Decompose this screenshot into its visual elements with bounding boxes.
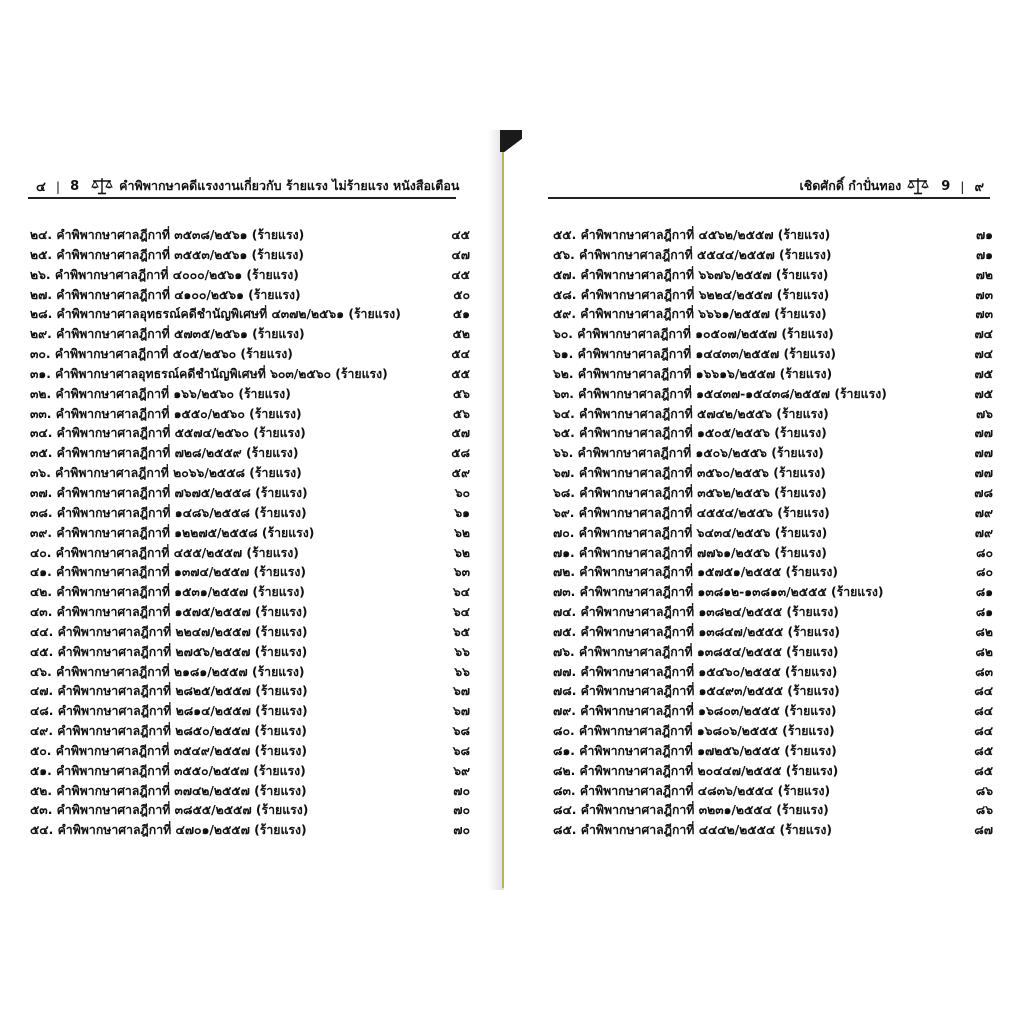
entry-title: ๓๐. คำพิพากษาศาลฎีกาที่ ๕๐๕/๒๕๖๐ (ร้ายแรง) xyxy=(30,347,293,362)
entry-page-number: ๖๑ xyxy=(454,505,470,520)
contents-entry xyxy=(30,819,470,839)
contents-entry xyxy=(30,363,470,383)
entry-page-number: ๘๒ xyxy=(975,624,993,639)
entry-page-number: ๗๗ xyxy=(974,446,993,461)
entry-title: ๗๐. คำพิพากษาศาลฎีกาที่ ๖๔๓๔/๒๕๕๖ (ร้ายแรง) xyxy=(553,525,828,540)
contents-entry xyxy=(30,462,470,482)
entry-page-number: ๗๐ xyxy=(453,823,470,838)
entry-title: ๕๑. คำพิพากษาศาลฎีกาที่ ๓๕๕๐/๒๕๕๗ (ร้ายแรง) xyxy=(30,763,306,778)
entry-page-number: ๔๗ xyxy=(451,247,470,262)
contents-entry xyxy=(30,224,470,244)
entry-page-number: ๖๙ xyxy=(453,763,470,778)
contents-entry xyxy=(553,403,993,423)
entry-title: ๒๔. คำพิพากษาศาลฎีกาที่ ๓๕๓๘/๒๕๖๑ (ร้ายแรง) xyxy=(30,228,305,242)
contents-entry xyxy=(553,502,993,522)
left-page-number-arabic: 8 xyxy=(70,178,80,194)
entry-page-number: ๗๘ xyxy=(974,485,993,500)
entry-page-number: ๘๖ xyxy=(975,803,993,818)
contents-entry xyxy=(553,700,993,720)
entry-title: ๖๕. คำพิพากษาศาลฎีกาที่ ๑๕๐๕/๒๕๕๖ (ร้ายแรง) xyxy=(553,426,827,441)
entry-title: ๔๙. คำพิพากษาศาลฎีกาที่ ๒๘๕๐/๒๕๕๗ (ร้ายแรง) xyxy=(30,724,307,739)
entry-page-number: ๘๐ xyxy=(976,565,993,580)
contents-entry xyxy=(553,740,993,760)
entry-page-number: ๖๓ xyxy=(453,565,470,580)
entry-page-number: ๗๗ xyxy=(974,466,993,481)
contents-entry xyxy=(30,561,470,581)
entry-title: ๘๑. คำพิพากษาศาลฎีกาที่ ๑๗๒๕๖/๒๕๕๕ (ร้ายแรง) xyxy=(553,743,837,758)
contents-entry xyxy=(553,760,993,780)
entry-page-number: ๗๖ xyxy=(975,406,993,421)
contents-entry xyxy=(30,284,470,304)
entry-title: ๓๖. คำพิพากษาศาลฎีกาที่ ๒๐๖๖/๒๕๕๘ (ร้ายแรง) xyxy=(30,466,302,481)
entry-title: ๓๔. คำพิพากษาศาลฎีกาที่ ๕๕๗๔/๒๕๖๐ (ร้ายแรง) xyxy=(30,426,306,441)
entry-page-number: ๕๔ xyxy=(451,347,470,362)
entry-title: ๘๓. คำพิพากษาศาลฎีกาที่ ๔๘๓๖/๒๕๕๔ (ร้ายแรง) xyxy=(553,783,831,798)
entry-page-number: ๗๑ xyxy=(975,247,993,262)
entry-page-number: ๖๒ xyxy=(454,545,470,560)
contents-entry xyxy=(30,740,470,760)
entry-page-number: ๗๑ xyxy=(975,228,993,242)
entry-page-number: ๖๗ xyxy=(452,704,470,719)
entry-page-number: ๗๔ xyxy=(974,347,993,362)
entry-title: ๖๖. คำพิพากษาศาลฎีกาที่ ๑๕๐๖/๒๕๕๖ (ร้ายแรง) xyxy=(553,446,824,461)
left-header-rule xyxy=(28,197,456,199)
entry-title: ๕๔. คำพิพากษาศาลฎีกาที่ ๔๗๐๑/๒๕๕๗ (ร้ายแรง) xyxy=(30,823,307,838)
entry-title: ๖๓. คำพิพากษาศาลฎีกาที่ ๑๕๔๓๗-๑๕๔๓๘/๒๕๕๗ (ร้ายแรง) xyxy=(553,386,887,401)
contents-entry xyxy=(553,641,993,661)
entry-title: ๓๓. คำพิพากษาศาลฎีกาที่ ๑๕๕๐/๒๕๖๐ (ร้ายแรง) xyxy=(30,406,302,421)
contents-entry xyxy=(553,363,993,383)
left-page-contents-list xyxy=(30,224,470,839)
entry-page-number: ๖๔ xyxy=(452,605,470,620)
entry-page-number: ๗๕ xyxy=(974,386,993,401)
contents-entry xyxy=(553,601,993,621)
entry-page-number: ๕๒ xyxy=(452,327,470,342)
entry-page-number: ๔๕ xyxy=(451,228,470,242)
contents-entry xyxy=(553,422,993,442)
contents-entry xyxy=(553,581,993,601)
contents-entry xyxy=(553,284,993,304)
entry-page-number: ๖๘ xyxy=(452,724,470,739)
entry-title: ๘๐. คำพิพากษาศาลฎีกาที่ ๑๖๘๐๖/๒๕๕๕ (ร้ายแรง) xyxy=(553,724,835,739)
entry-title: ๔๐. คำพิพากษาศาลฎีกาที่ ๔๕๕/๒๕๕๗ (ร้ายแรง) xyxy=(30,545,299,560)
contents-entry xyxy=(553,442,993,462)
entry-title: ๔๓. คำพิพากษาศาลฎีกาที่ ๑๕๗๕/๒๕๕๗ (ร้ายแรง) xyxy=(30,605,308,620)
contents-entry xyxy=(553,264,993,284)
contents-entry xyxy=(30,700,470,720)
entry-title: ๓๗. คำพิพากษาศาลฎีกาที่ ๗๖๗๕/๒๕๕๘ (ร้ายแรง) xyxy=(30,485,308,500)
contents-entry xyxy=(30,343,470,363)
contents-entry xyxy=(553,661,993,681)
contents-entry xyxy=(553,680,993,700)
entry-page-number: ๘๔ xyxy=(974,724,993,739)
entry-page-number: ๕๖ xyxy=(452,386,470,401)
entry-title: ๘๔. คำพิพากษาศาลฎีกาที่ ๓๒๓๑/๒๕๕๔ (ร้ายแรง) xyxy=(553,803,829,818)
entry-page-number: ๗๐ xyxy=(453,803,470,818)
contents-entry xyxy=(553,462,993,482)
contents-entry xyxy=(30,780,470,800)
entry-title: ๗๑. คำพิพากษาศาลฎีกาที่ ๗๗๖๑/๒๕๕๖ (ร้ายแรง) xyxy=(553,545,827,560)
entry-page-number: ๕๑ xyxy=(452,307,470,322)
contents-entry xyxy=(553,383,993,403)
entry-page-number: ๘๑ xyxy=(975,605,993,620)
entry-page-number: ๘๖ xyxy=(975,783,993,798)
entry-page-number: ๖๐ xyxy=(454,485,470,500)
left-page-number-thai: ๔ xyxy=(36,179,46,195)
entry-title: ๖๘. คำพิพากษาศาลฎีกาที่ ๓๕๖๒/๒๕๕๖ (ร้ายแรง) xyxy=(553,485,827,500)
entry-title: ๓๙. คำพิพากษาศาลฎีกาที่ ๑๒๒๗๕/๒๕๕๘ (ร้ายแรง) xyxy=(30,525,315,540)
entry-title: ๘๕. คำพิพากษาศาลฎีกาที่ ๔๔๔๒/๒๕๕๔ (ร้ายแรง) xyxy=(553,823,833,838)
header-separator: | xyxy=(55,178,61,194)
entry-title: ๔๖. คำพิพากษาศาลฎีกาที่ ๒๑๘๑/๒๕๕๗ (ร้ายแรง) xyxy=(30,664,305,679)
entry-page-number: ๘๓ xyxy=(975,664,993,679)
entry-page-number: ๗๔ xyxy=(974,327,993,342)
entry-page-number: ๗๐ xyxy=(453,783,470,798)
contents-entry xyxy=(30,383,470,403)
entry-page-number: ๕๘ xyxy=(451,446,470,461)
entry-title: ๒๙. คำพิพากษาศาลฎีกาที่ ๕๗๓๕/๒๕๖๑ (ร้ายแรง) xyxy=(30,327,305,342)
contents-entry xyxy=(30,680,470,700)
contents-entry xyxy=(553,561,993,581)
header-separator: | xyxy=(960,178,965,194)
entry-page-number: ๗๙ xyxy=(974,505,993,520)
contents-entry xyxy=(30,720,470,740)
entry-title: ๒๗. คำพิพากษาศาลฎีกาที่ ๔๑๐๐/๒๕๖๑ (ร้ายแรง) xyxy=(30,287,301,302)
entry-title: ๕๐. คำพิพากษาศาลฎีกาที่ ๓๕๔๙/๒๕๕๗ (ร้ายแรง) xyxy=(30,743,307,758)
contents-entry xyxy=(30,244,470,264)
contents-entry xyxy=(553,780,993,800)
ribbon-bookmark-line xyxy=(502,148,504,888)
contents-entry xyxy=(30,601,470,621)
contents-entry xyxy=(30,641,470,661)
right-page-contents-list xyxy=(553,224,993,839)
scales-of-justice-icon xyxy=(907,177,929,195)
contents-entry xyxy=(553,244,993,264)
entry-page-number: ๗๓ xyxy=(975,287,993,302)
entry-title: ๖๗. คำพิพากษาศาลฎีกาที่ ๓๕๖๐/๒๕๕๖ (ร้ายแรง) xyxy=(553,466,826,481)
entry-title: ๘๒. คำพิพากษาศาลฎีกาที่ ๒๐๔๔๗/๒๕๕๕ (ร้ายแรง) xyxy=(553,763,839,778)
entry-page-number: ๕๖ xyxy=(452,406,470,421)
entry-title: ๗๓. คำพิพากษาศาลฎีกาที่ ๑๓๘๑๒-๑๓๘๑๓/๒๕๕๕ (ร้ายแรง) xyxy=(553,585,884,600)
contents-entry xyxy=(30,442,470,462)
contents-entry xyxy=(30,264,470,284)
entry-title: ๕๕. คำพิพากษาศาลฎีกาที่ ๔๕๖๒/๒๕๕๗ (ร้ายแรง) xyxy=(553,228,831,242)
entry-title: ๗๔. คำพิพากษาศาลฎีกาที่ ๑๓๘๒๔/๒๕๕๕ (ร้ายแรง) xyxy=(553,605,839,620)
contents-entry xyxy=(553,621,993,641)
entry-title: ๕๘. คำพิพากษาศาลฎีกาที่ ๖๒๒๔/๒๕๕๗ (ร้ายแรง) xyxy=(553,287,830,302)
entry-page-number: ๖๕ xyxy=(452,624,470,639)
entry-title: ๔๑. คำพิพากษาศาลฎีกาที่ ๑๓๗๔/๒๕๕๗ (ร้ายแรง) xyxy=(30,565,307,580)
entry-page-number: ๘๕ xyxy=(974,743,993,758)
contents-entry xyxy=(553,323,993,343)
entry-page-number: ๘๕ xyxy=(974,763,993,778)
entry-title: ๖๙. คำพิพากษาศาลฎีกาที่ ๔๕๕๔/๒๕๕๖ (ร้ายแรง) xyxy=(553,505,830,520)
entry-title: ๕๙. คำพิพากษาศาลฎีกาที่ ๖๖๖๑/๒๕๕๗ (ร้ายแรง) xyxy=(553,307,827,322)
entry-title: ๔๒. คำพิพากษาศาลฎีกาที่ ๑๕๓๑/๒๕๕๗ (ร้ายแรง) xyxy=(30,585,305,600)
entry-title: ๖๐. คำพิพากษาศาลฎีกาที่ ๑๐๕๐๗/๒๕๕๗ (ร้ายแรง) xyxy=(553,327,834,342)
contents-entry xyxy=(30,522,470,542)
entry-title: ๒๖. คำพิพากษาศาลฎีกาที่ ๔๐๐๐/๒๕๖๑ (ร้ายแรง) xyxy=(30,267,299,282)
contents-entry xyxy=(30,581,470,601)
entry-title: ๕๓. คำพิพากษาศาลฎีกาที่ ๓๘๕๕/๒๕๕๗ (ร้ายแรง) xyxy=(30,803,309,818)
contents-entry xyxy=(553,224,993,244)
entry-title: ๒๕. คำพิพากษาศาลฎีกาที่ ๓๕๕๓/๒๕๖๑ (ร้ายแรง) xyxy=(30,247,305,262)
contents-entry xyxy=(30,760,470,780)
entry-title: ๔๘. คำพิพากษาศาลฎีกาที่ ๒๘๑๔/๒๕๕๗ (ร้ายแรง) xyxy=(30,704,308,719)
entry-title: ๗๕. คำพิพากษาศาลฎีกาที่ ๑๓๘๔๗/๒๕๕๕ (ร้ายแรง) xyxy=(553,624,840,639)
entry-title: ๗๒. คำพิพากษาศาลฎีกาที่ ๑๕๗๕๑/๒๕๕๕ (ร้ายแรง) xyxy=(553,565,839,580)
contents-entry xyxy=(30,422,470,442)
contents-entry xyxy=(30,799,470,819)
entry-page-number: ๖๗ xyxy=(452,684,470,699)
entry-page-number: ๖๘ xyxy=(452,743,470,758)
right-page-author: เชิดศักดิ์ กำปั่นทอง xyxy=(799,178,902,193)
entry-page-number: ๔๕ xyxy=(451,267,470,282)
contents-entry xyxy=(30,502,470,522)
entry-title: ๓๘. คำพิพากษาศาลฎีกาที่ ๑๔๘๖/๒๕๕๘ (ร้ายแรง) xyxy=(30,505,307,520)
entry-title: ๗๖. คำพิพากษาศาลฎีกาที่ ๑๓๘๕๔/๒๕๕๕ (ร้ายแรง) xyxy=(553,644,839,659)
contents-entry xyxy=(30,542,470,562)
left-page-header xyxy=(30,175,460,197)
entry-title: ๕๖. คำพิพากษาศาลฎีกาที่ ๕๕๔๔/๒๕๕๗ (ร้ายแรง) xyxy=(553,247,832,262)
contents-entry xyxy=(553,482,993,502)
entry-title: ๕๒. คำพิพากษาศาลฎีกาที่ ๓๗๔๒/๒๕๕๗ (ร้ายแรง) xyxy=(30,783,307,798)
entry-page-number: ๘๑ xyxy=(975,585,993,600)
entry-page-number: ๖๒ xyxy=(454,525,470,540)
contents-entry xyxy=(553,799,993,819)
contents-entry xyxy=(553,343,993,363)
entry-title: ๓๒. คำพิพากษาศาลฎีกาที่ ๑๖๖/๒๕๖๐ (ร้ายแรง) xyxy=(30,386,291,401)
entry-page-number: ๖๖ xyxy=(454,644,470,659)
entry-page-number: ๘๒ xyxy=(975,644,993,659)
entry-title: ๖๑. คำพิพากษาศาลฎีกาที่ ๑๔๔๓๓/๒๕๕๗ (ร้ายแรง) xyxy=(553,347,836,362)
contents-entry xyxy=(553,720,993,740)
entry-page-number: ๘๔ xyxy=(974,684,993,699)
contents-entry xyxy=(553,522,993,542)
entry-title: ๒๘. คำพิพากษาศาลอุทธรณ์คดีชำนัญพิเศษที่ ๔๓๗๒/๒๕๖๑ (ร้ายแรง) xyxy=(30,307,401,322)
entry-page-number: ๗๙ xyxy=(974,525,993,540)
entry-title: ๗๙. คำพิพากษาศาลฎีกาที่ ๑๖๘๐๓/๒๕๕๕ (ร้ายแรง) xyxy=(553,704,837,719)
contents-entry xyxy=(30,403,470,423)
scales-of-justice-icon xyxy=(91,177,113,195)
entry-page-number: ๗๕ xyxy=(974,366,993,381)
entry-page-number: ๗๓ xyxy=(975,307,993,322)
entry-title: ๔๗. คำพิพากษาศาลฎีกาที่ ๒๘๒๕/๒๕๕๗ (ร้ายแรง) xyxy=(30,684,308,699)
entry-page-number: ๖๔ xyxy=(452,585,470,600)
left-page-running-title: คำพิพากษาคดีแรงงานเกี่ยวกับ ร้ายแรง ไม่ร้ายแรง หนังสือเตือน xyxy=(119,178,460,193)
right-page-number-thai: ๙ xyxy=(974,179,984,195)
entry-title: ๔๕. คำพิพากษาศาลฎีกาที่ ๒๗๕๖/๒๕๕๗ (ร้ายแรง) xyxy=(30,644,308,659)
contents-entry xyxy=(553,542,993,562)
contents-entry xyxy=(30,661,470,681)
contents-entry xyxy=(30,621,470,641)
entry-page-number: ๕๙ xyxy=(451,466,470,481)
contents-entry xyxy=(553,303,993,323)
entry-title: ๓๕. คำพิพากษาศาลฎีกาที่ ๗๒๘/๒๕๕๙ (ร้ายแรง) xyxy=(30,446,299,461)
entry-page-number: ๖๖ xyxy=(454,664,470,679)
entry-page-number: ๘๐ xyxy=(976,545,993,560)
right-header-rule xyxy=(548,197,990,199)
entry-title: ๗๘. คำพิพากษาศาลฎีกาที่ ๑๕๔๙๓/๒๕๕๕ (ร้ายแรง) xyxy=(553,684,840,699)
contents-entry xyxy=(30,323,470,343)
entry-page-number: ๕๗ xyxy=(451,426,470,441)
entry-title: ๖๒. คำพิพากษาศาลฎีกาที่ ๑๖๖๑๖/๒๕๕๗ (ร้ายแรง) xyxy=(553,366,833,381)
entry-title: ๗๗. คำพิพากษาศาลฎีกาที่ ๑๕๔๖๐/๒๕๕๕ (ร้ายแรง) xyxy=(553,664,838,679)
right-page-header xyxy=(560,175,990,197)
contents-entry xyxy=(30,303,470,323)
entry-page-number: ๕๕ xyxy=(451,366,470,381)
contents-entry xyxy=(30,482,470,502)
entry-page-number: ๘๗ xyxy=(974,823,993,838)
entry-title: ๕๗. คำพิพากษาศาลฎีกาที่ ๖๖๗๖/๒๕๕๗ (ร้ายแรง) xyxy=(553,267,829,282)
entry-page-number: ๗๒ xyxy=(975,267,993,282)
right-page-number-arabic: 9 xyxy=(941,178,951,194)
entry-title: ๔๔. คำพิพากษาศาลฎีกาที่ ๒๒๔๗/๒๕๕๗ (ร้ายแรง) xyxy=(30,624,308,639)
contents-entry xyxy=(553,819,993,839)
entry-page-number: ๕๐ xyxy=(453,287,470,302)
entry-title: ๖๔. คำพิพากษาศาลฎีกาที่ ๕๗๔๒/๒๕๕๖ (ร้ายแรง) xyxy=(553,406,829,421)
entry-page-number: ๘๔ xyxy=(974,704,993,719)
entry-page-number: ๗๗ xyxy=(974,426,993,441)
entry-title: ๓๑. คำพิพากษาศาลอุทธรณ์คดีชำนัญพิเศษที่ ๖๐๓/๒๕๖๐ (ร้ายแรง) xyxy=(30,366,388,381)
